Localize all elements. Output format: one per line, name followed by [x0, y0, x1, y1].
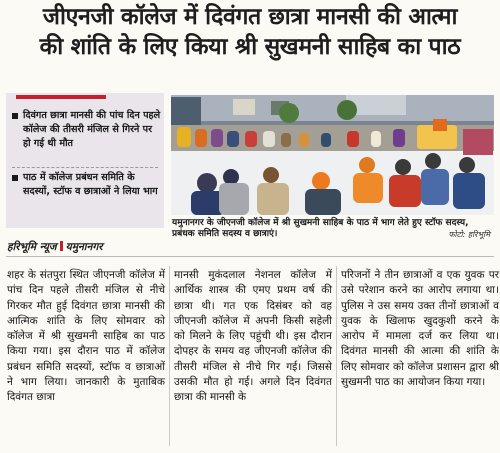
photo-caption-text: यमुनानगर के जीएनजी कॉलेज में श्री सुखमनी साहिब के पाठ में भाग लेते हुए स्टॉफ सदस्य, प्रबंधक समिति सदस्य व छात्राएं। [172, 218, 469, 239]
highlight-item: दिवंगत छात्रा मानसी की पांच दिन पहले कॉलेज की तीसरी मंजिल से गिरने पर हो गई थी मौत [12, 109, 161, 151]
article-column-1: शहर के संतपुरा स्थित जीएनजी कॉलेज में पांच दिन पहले तीसरी मंजिल से नीचे गिरकर मौत हुई दिवंगत छात्रा मानसी की आत्मिक शांति के लिए सोमवार को कॉलेज में श्री सुखमनी साहिब का पाठ किया गया। इस दौरान पाठ में कॉलेज प्रबंधन समिति सदस्यों, स्टॉफ व छात्राओं ने भाग लिया। जानकारी के मुताबिक दिवंगत छात्रा [7, 269, 165, 404]
byline-place: यमुनानगर [65, 241, 103, 253]
article-column-2: मानसी मुकंदलाल नेशनल कॉलेज में आर्थिक शास्त्र की एमए प्रथम वर्ष की छात्रा थी। गत एक दिसंबर को वह जीएनजी कॉलेज में अपनी किसी सहेली को मिलने के लिए पहुंची थी। इस दौरान दोपहर के समय वह जीएनजी कॉलेज की तीसरी मंजिल से नीचे गिर गई। जिससे उसकी मौत हो गई। अगले दिन दिवंगत छात्रा की मानसी के [174, 269, 332, 404]
headline-line-2: की शांति के लिए किया श्री सुखमनी साहिब का पाठ [39, 34, 461, 60]
byline-separator [60, 241, 63, 251]
photo-caption [172, 218, 494, 240]
byline-source: हरिभूमि न्यूज [7, 241, 57, 253]
headline-line-1: जीएनजी कॉलेज में दिवंगत छात्रा मानसी की आत्मा [42, 4, 458, 30]
news-photo [171, 95, 494, 215]
highlights-box [6, 93, 164, 228]
section-divider [6, 256, 494, 257]
highlights-divider [12, 167, 158, 168]
square-bullet-icon [12, 175, 18, 181]
article-column-3: परिजनों ने तीन छात्राओं व एक युवक पर उसे परेशान करने का आरोप लगाया था। पुलिस ने उस समय उक्त तीनों छात्राओं व युवक के खिलाफ खुदकुशी करने के आरोप में मामला दर्ज कर लिया था। दिवंगत मानसी की आत्मा की शांति के लिए सोमवार को कॉलेज प्रशासन द्वारा श्री सुखमनी पाठ का आयोजन किया गया। [341, 269, 499, 389]
photo-credit: फोटो: हरिभूमि [448, 230, 490, 239]
highlights-accent-bar [16, 95, 106, 99]
square-bullet-icon [12, 113, 18, 119]
column-divider [336, 266, 337, 446]
photo-illustration [171, 95, 494, 215]
headline [4, 2, 496, 62]
byline [7, 240, 103, 254]
column-divider [169, 266, 170, 446]
highlight-item: पाठ में कॉलेज प्रबंधन समिति के सदस्यों, स्टॉफ व छात्राओं ने लिया भाग [12, 171, 161, 199]
